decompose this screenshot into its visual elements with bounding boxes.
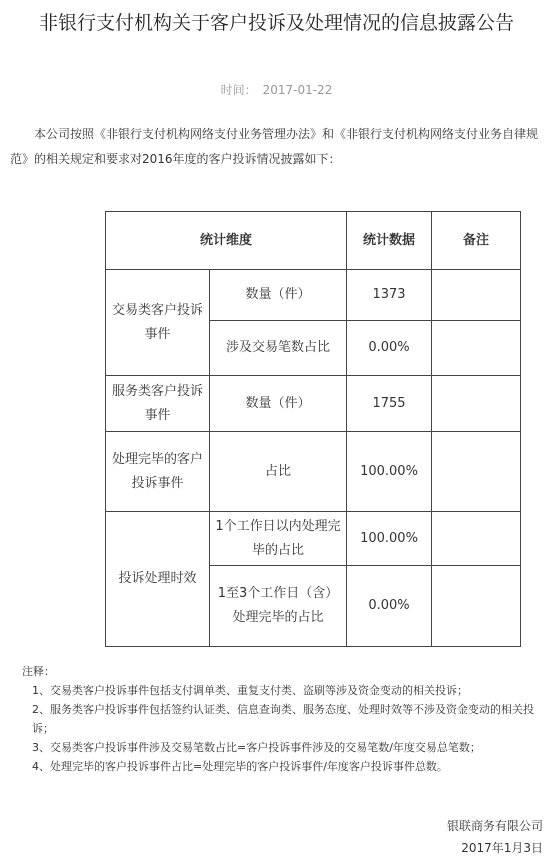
service-count-label: 数量（件） [210,376,347,432]
note-item: 2、服务类客户投诉事件包括签约认证类、信息查询类、服务态度、处理时效等不涉及资金变动的相关投诉； [32,703,534,735]
done-ratio-value: 100.00% [347,432,432,512]
complaint-stats-table [105,211,521,647]
remark-cell [432,566,521,647]
header-remark: 备注 [432,212,521,270]
note-item: 1、交易类客户投诉事件包括支付调单类、重复支付类、盗刷等涉及资金变动的相关投诉； [32,684,468,697]
header-data: 统计数据 [347,212,432,270]
within3-value: 0.00% [347,566,432,647]
time-value: 2017-01-22 [262,83,333,97]
remark-cell [432,432,521,512]
company-name: 银联商务有限公司 [446,819,543,833]
note-item: 3、交易类客户投诉事件涉及交易笔数占比=客户投诉事件涉及的交易笔数/年度交易总笔数； [32,741,481,754]
trade-ratio-label: 涉及交易笔数占比 [210,321,347,376]
trade-ratio-value: 0.00% [347,321,432,376]
within1-label: 1个工作日以内处理完毕的占比 [210,512,347,566]
trade-count-label: 数量（件） [210,270,347,321]
row-service-group: 服务类客户投诉事件 [106,376,210,432]
signature-date: 2017年1月3日 [461,841,543,855]
remark-cell [432,376,521,432]
row-done-group: 处理完毕的客户投诉事件 [106,432,210,512]
publish-time [0,81,553,98]
trade-count-value: 1373 [347,270,432,321]
done-ratio-label: 占比 [210,432,347,512]
remark-cell [432,512,521,566]
header-dimension: 统计维度 [106,212,347,270]
notes-section [10,662,545,776]
row-trade-group: 交易类客户投诉事件 [106,270,210,376]
signature-block [447,815,543,859]
within3-label: 1至3个工作日（含）处理完毕的占比 [210,566,347,647]
row-timely-group: 投诉处理时效 [106,512,210,647]
remark-cell [432,321,521,376]
intro-paragraph: 本公司按照《非银行支付机构网络支付业务管理办法》和《非银行支付机构网络支付业务自律规范》的相关规定和要求对2016年度的客户投诉情况披露如下： [10,127,539,166]
page-title: 非银行支付机构关于客户投诉及处理情况的信息披露公告 [38,12,514,34]
time-label: 时间： [220,83,257,97]
within1-value: 100.00% [347,512,432,566]
notes-heading: 注释： [22,665,55,678]
service-count-value: 1755 [347,376,432,432]
remark-cell [432,270,521,321]
note-item: 4、处理完毕的客户投诉事件占比=处理完毕的客户投诉事件/年度客户投诉事件总数。 [32,760,448,773]
